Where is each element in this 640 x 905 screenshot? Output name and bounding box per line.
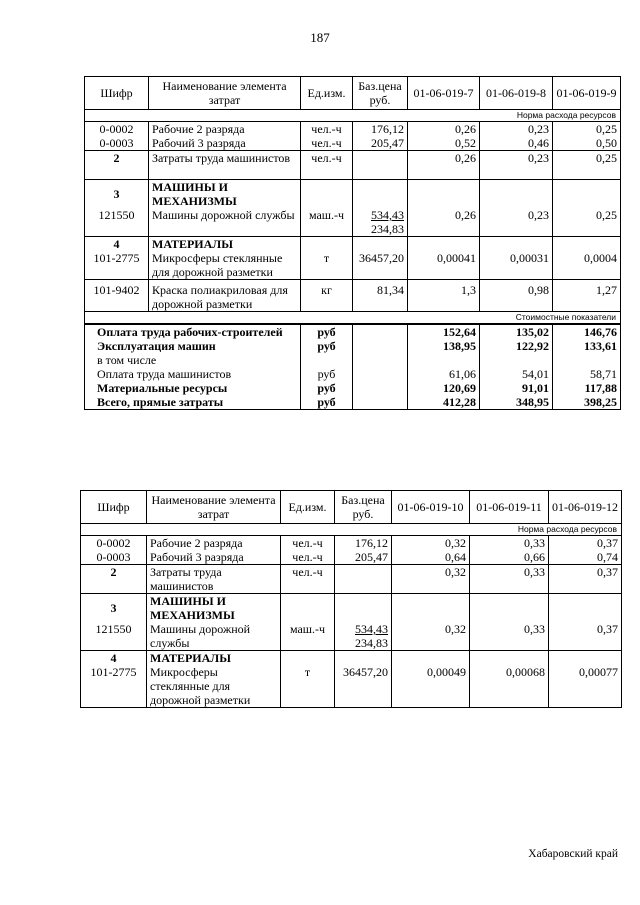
table-row bbox=[81, 550, 622, 565]
row-value: 0,64 bbox=[392, 550, 470, 565]
row-name: Рабочий 3 разряда bbox=[147, 550, 281, 565]
row-code: 101-2775 bbox=[81, 665, 147, 708]
row-code: 121550 bbox=[81, 622, 147, 651]
section-title: МАТЕРИАЛЫ bbox=[147, 651, 281, 666]
row-value: 0,00068 bbox=[470, 665, 549, 708]
row-price bbox=[335, 622, 392, 651]
row-unit: чел.-ч bbox=[281, 565, 335, 594]
cost-value: 348,95 bbox=[480, 395, 553, 410]
row-value: 0,25 bbox=[553, 208, 621, 237]
table-row bbox=[85, 136, 621, 151]
cost-value: 122,92 bbox=[480, 339, 553, 353]
row-value: 0,25 bbox=[553, 151, 621, 180]
row-code: 0-0003 bbox=[85, 136, 149, 151]
row-unit: чел.-ч bbox=[301, 136, 353, 151]
row-price: 36457,20 bbox=[353, 251, 408, 280]
cost-label-row bbox=[85, 312, 621, 325]
row-price: 205,47 bbox=[335, 550, 392, 565]
column-header: Баз.цена руб. bbox=[353, 77, 408, 110]
row-unit: чел.-ч bbox=[301, 122, 353, 137]
row-value: 0,98 bbox=[480, 280, 553, 312]
row-value: 0,37 bbox=[549, 536, 622, 551]
row-value: 0,33 bbox=[470, 536, 549, 551]
price-current: 534,43 bbox=[371, 208, 404, 222]
cost-value: 146,76 bbox=[553, 324, 621, 339]
resource-table-1 bbox=[84, 76, 621, 410]
cost-name: Всего, прямые затраты bbox=[85, 395, 301, 410]
cost-label: Стоимостные показатели bbox=[85, 312, 621, 325]
cost-name: в том числе bbox=[85, 353, 301, 367]
row-value: 0,32 bbox=[392, 536, 470, 551]
norm-row bbox=[81, 524, 622, 536]
page-number: 187 bbox=[310, 30, 330, 45]
cost-unit: руб bbox=[301, 395, 353, 410]
row-value: 0,00049 bbox=[392, 665, 470, 708]
price-current: 534,43 bbox=[355, 622, 388, 636]
section-title: МАШИНЫ И МЕХАНИЗМЫ bbox=[147, 594, 281, 623]
table-row bbox=[85, 251, 621, 280]
cost-row bbox=[85, 324, 621, 339]
row-value: 0,00077 bbox=[549, 665, 622, 708]
column-header: Баз.цена руб. bbox=[335, 491, 392, 524]
cost-value: 398,25 bbox=[553, 395, 621, 410]
section-code: 4 bbox=[81, 651, 147, 666]
column-header: Ед.изм. bbox=[301, 77, 353, 110]
row-code: 0-0002 bbox=[81, 536, 147, 551]
table-row bbox=[85, 151, 621, 180]
cost-value: 61,06 bbox=[408, 367, 480, 381]
cost-name: Эксплуатация машин bbox=[85, 339, 301, 353]
section-row bbox=[81, 594, 622, 623]
row-value: 1,3 bbox=[408, 280, 480, 312]
row-value: 0,23 bbox=[480, 208, 553, 237]
cost-value: 138,95 bbox=[408, 339, 480, 353]
row-price bbox=[353, 151, 408, 180]
cost-value: 152,64 bbox=[408, 324, 480, 339]
row-unit: маш.-ч bbox=[301, 208, 353, 237]
row-value: 0,46 bbox=[480, 136, 553, 151]
table-header-row bbox=[81, 491, 622, 524]
section-title: МАТЕРИАЛЫ bbox=[149, 237, 301, 252]
row-price bbox=[335, 565, 392, 594]
cost-row bbox=[85, 339, 621, 353]
row-value: 0,25 bbox=[553, 122, 621, 137]
section-code: 3 bbox=[85, 180, 149, 209]
cost-value: 58,71 bbox=[553, 367, 621, 381]
row-value: 0,52 bbox=[408, 136, 480, 151]
cost-value: 91,01 bbox=[480, 381, 553, 395]
row-code: 121550 bbox=[85, 208, 149, 237]
resource-table-2 bbox=[80, 490, 622, 708]
row-value: 0,26 bbox=[408, 208, 480, 237]
cost-row bbox=[85, 367, 621, 381]
row-value: 0,32 bbox=[392, 565, 470, 594]
row-code: 2 bbox=[85, 151, 149, 180]
cost-unit: руб bbox=[301, 367, 353, 381]
row-name: Микросферы стеклянные для дорожной разметки bbox=[149, 251, 301, 280]
row-value: 1,27 bbox=[553, 280, 621, 312]
row-unit: чел.-ч bbox=[281, 536, 335, 551]
column-header: 01-06-019-8 bbox=[480, 77, 553, 110]
cost-row bbox=[85, 353, 621, 367]
row-unit: маш.-ч bbox=[281, 622, 335, 651]
row-name: Микросферы стеклянные для дорожной разметки bbox=[147, 665, 281, 708]
section-code: 4 bbox=[85, 237, 149, 252]
row-value: 0,23 bbox=[480, 151, 553, 180]
row-price: 81,34 bbox=[353, 280, 408, 312]
row-code: 0-0003 bbox=[81, 550, 147, 565]
cost-value: 133,61 bbox=[553, 339, 621, 353]
row-name: Рабочие 2 разряда bbox=[149, 122, 301, 137]
row-code: 0-0002 bbox=[85, 122, 149, 137]
column-header: 01-06-019-11 bbox=[470, 491, 549, 524]
table-header-row bbox=[85, 77, 621, 110]
table-row bbox=[85, 280, 621, 312]
cost-value: 54,01 bbox=[480, 367, 553, 381]
row-code: 2 bbox=[81, 565, 147, 594]
cost-name: Материальные ресурсы bbox=[85, 381, 301, 395]
column-header: Шифр bbox=[85, 77, 149, 110]
column-header: Ед.изм. bbox=[281, 491, 335, 524]
price-base: 234,83 bbox=[371, 222, 404, 236]
column-header: Наименование элемента затрат bbox=[147, 491, 281, 524]
row-code: 101-9402 bbox=[85, 280, 149, 312]
section-row bbox=[81, 651, 622, 666]
row-unit: чел.-ч bbox=[281, 550, 335, 565]
row-value: 0,23 bbox=[480, 122, 553, 137]
row-price: 176,12 bbox=[353, 122, 408, 137]
row-value: 0,37 bbox=[549, 622, 622, 651]
row-value: 0,26 bbox=[408, 151, 480, 180]
norm-label: Норма расхода ресурсов bbox=[85, 110, 621, 122]
table-row bbox=[81, 665, 622, 708]
row-unit: т bbox=[301, 251, 353, 280]
row-value: 0,66 bbox=[470, 550, 549, 565]
row-value: 0,33 bbox=[470, 565, 549, 594]
row-value: 0,74 bbox=[549, 550, 622, 565]
row-value: 0,32 bbox=[392, 622, 470, 651]
section-title: МАШИНЫ И МЕХАНИЗМЫ bbox=[149, 180, 301, 209]
table-row bbox=[81, 536, 622, 551]
row-name: Затраты труда машинистов bbox=[147, 565, 281, 594]
cost-value: 117,88 bbox=[553, 381, 621, 395]
row-value: 0,50 bbox=[553, 136, 621, 151]
column-header: Шифр bbox=[81, 491, 147, 524]
row-value: 0,33 bbox=[470, 622, 549, 651]
table-row bbox=[81, 565, 622, 594]
row-name: Рабочие 2 разряда bbox=[147, 536, 281, 551]
section-code: 3 bbox=[81, 594, 147, 623]
row-price bbox=[353, 208, 408, 237]
row-name: Машины дорожной службы bbox=[149, 208, 301, 237]
row-unit: т bbox=[281, 665, 335, 708]
table-row bbox=[85, 208, 621, 237]
row-code: 101-2775 bbox=[85, 251, 149, 280]
row-unit: чел.-ч bbox=[301, 151, 353, 180]
column-header: 01-06-019-12 bbox=[549, 491, 622, 524]
column-header: 01-06-019-7 bbox=[408, 77, 480, 110]
cost-name: Оплата труда машинистов bbox=[85, 367, 301, 381]
row-price: 176,12 bbox=[335, 536, 392, 551]
table-row bbox=[81, 622, 622, 651]
section-row bbox=[85, 237, 621, 252]
cost-row bbox=[85, 381, 621, 395]
cost-name: Оплата труда рабочих-строителей bbox=[85, 324, 301, 339]
row-name: Рабочий 3 разряда bbox=[149, 136, 301, 151]
row-name: Краска полиакриловая для дорожной разметки bbox=[149, 280, 301, 312]
row-price: 36457,20 bbox=[335, 665, 392, 708]
column-header: Наименование элемента затрат bbox=[149, 77, 301, 110]
row-unit: кг bbox=[301, 280, 353, 312]
norm-label: Норма расхода ресурсов bbox=[81, 524, 622, 536]
norm-row bbox=[85, 110, 621, 122]
row-name: Машины дорожной службы bbox=[147, 622, 281, 651]
row-value: 0,00031 bbox=[480, 251, 553, 280]
row-value: 0,00041 bbox=[408, 251, 480, 280]
row-value: 0,37 bbox=[549, 565, 622, 594]
cost-value: 135,02 bbox=[480, 324, 553, 339]
column-header: 01-06-019-9 bbox=[553, 77, 621, 110]
row-value: 0,0004 bbox=[553, 251, 621, 280]
cost-unit: руб bbox=[301, 381, 353, 395]
row-name: Затраты труда машинистов bbox=[149, 151, 301, 180]
price-base: 234,83 bbox=[355, 636, 388, 650]
cost-unit: руб bbox=[301, 324, 353, 339]
cost-value: 120,69 bbox=[408, 381, 480, 395]
row-value: 0,26 bbox=[408, 122, 480, 137]
cost-value: 412,28 bbox=[408, 395, 480, 410]
table-row bbox=[85, 122, 621, 137]
cost-row bbox=[85, 395, 621, 410]
row-price: 205,47 bbox=[353, 136, 408, 151]
section-row bbox=[85, 180, 621, 209]
column-header: 01-06-019-10 bbox=[392, 491, 470, 524]
footer-region: Хабаровский край bbox=[528, 848, 618, 860]
cost-unit: руб bbox=[301, 339, 353, 353]
